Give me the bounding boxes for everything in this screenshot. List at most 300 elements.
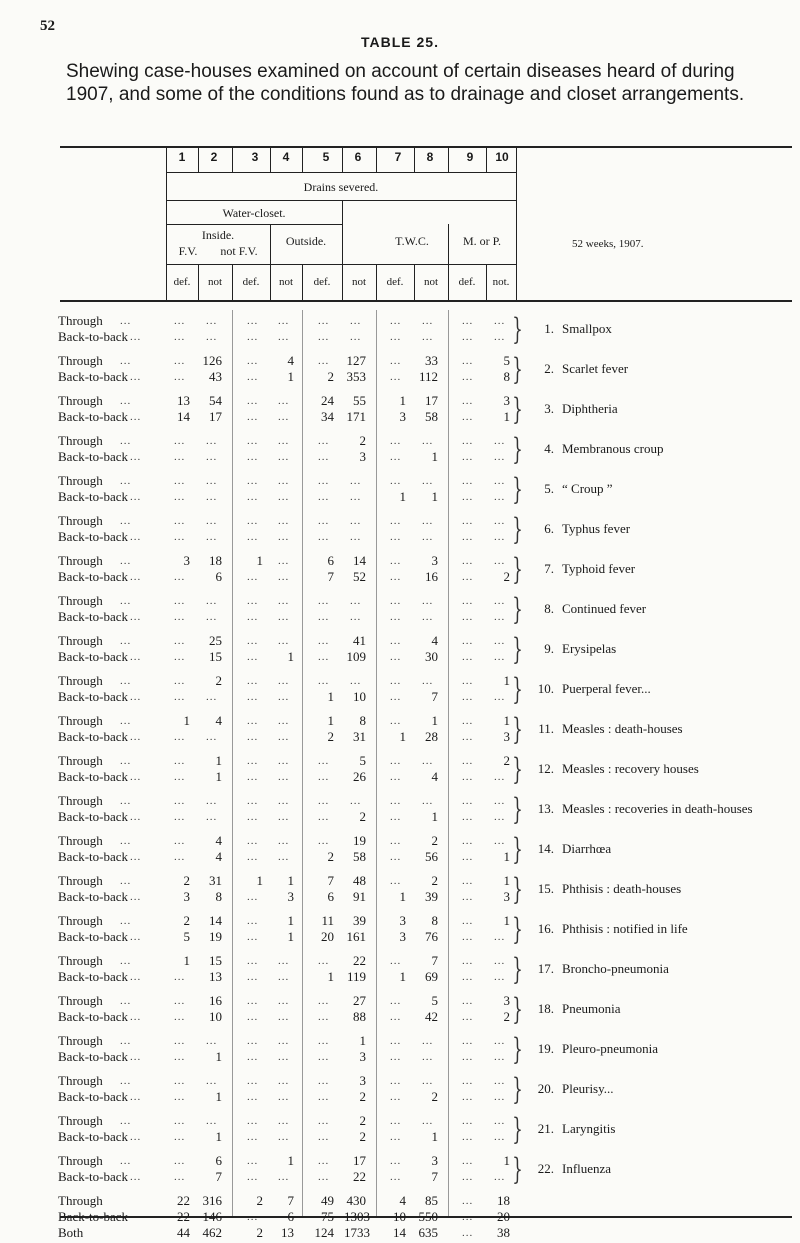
cell-empty-dots: ... — [174, 811, 186, 823]
total-cell-both: 44 — [177, 1225, 190, 1240]
label-leader-dots: ... — [120, 1035, 132, 1047]
cell-empty-dots: ... — [206, 475, 218, 487]
cell-back-to-back: 26 — [353, 769, 366, 784]
row-brace: } — [512, 712, 523, 747]
cell-empty-dots: ... — [390, 835, 402, 847]
disease-name: Diphtheria — [562, 401, 618, 416]
cell-empty-dots: ... — [494, 971, 506, 983]
row-label-back-to-back: Back-to-back — [58, 1049, 129, 1064]
disease-number: 19. — [537, 1041, 554, 1056]
total-cell-through: 316 — [202, 1193, 222, 1208]
cell-empty-dots: ... — [247, 611, 259, 623]
cell-back-to-back: 19 — [209, 929, 222, 944]
row-brace: } — [512, 672, 523, 707]
cell-back-to-back: 1 — [503, 409, 510, 424]
total-cell-back: 10 — [393, 1209, 406, 1224]
cell-empty-dots: ... — [318, 315, 330, 327]
cell-back-to-back: 2 — [503, 1009, 510, 1024]
cell-back-to-back: 4 — [431, 769, 438, 784]
cell-through: 3 — [399, 913, 406, 928]
cell-back-to-back: 353 — [346, 369, 366, 384]
label-leader-dots: ... — [130, 451, 142, 463]
total-cell-both: 124 — [314, 1225, 334, 1240]
cell-empty-dots: ... — [462, 915, 474, 927]
body-col-rule-1 — [302, 310, 303, 1216]
row-brace: } — [512, 832, 523, 867]
column-number-7: 7 — [394, 150, 402, 164]
cell-through: 4 — [287, 353, 294, 368]
wc-rule — [166, 224, 342, 225]
cell-through: 7 — [327, 873, 334, 888]
row-label-through: Through — [58, 1033, 103, 1048]
cell-empty-dots: ... — [494, 811, 506, 823]
cell-empty-dots: ... — [350, 611, 362, 623]
cell-empty-dots: ... — [174, 331, 186, 343]
cell-empty-dots: ... — [422, 435, 434, 447]
cell-back-to-back: 109 — [346, 649, 366, 664]
label-leader-dots: ... — [130, 571, 142, 583]
cell-through: 3 — [503, 393, 510, 408]
cell-empty-dots: ... — [247, 515, 259, 527]
col-rule-top-7 — [414, 146, 415, 172]
cell-empty-dots: ... — [206, 331, 218, 343]
cell-empty-dots: ... — [462, 1051, 474, 1063]
cell-through: 1 — [287, 913, 294, 928]
cell-empty-dots: ... — [318, 651, 330, 663]
disease-number: 20. — [537, 1081, 554, 1096]
cell-empty-dots: ... — [462, 331, 474, 343]
cell-empty-dots: ... — [247, 811, 259, 823]
cell-empty-dots: ... — [278, 411, 290, 423]
cell-back-to-back: 1 — [287, 649, 294, 664]
label-leader-dots: ... — [130, 811, 142, 823]
cell-empty-dots: ... — [422, 331, 434, 343]
cell-empty-dots: ... — [462, 1011, 474, 1023]
cell-empty-dots: ... — [318, 835, 330, 847]
row-label-back-to-back: Back-to-back — [58, 1009, 129, 1024]
cell-empty-dots: ... — [278, 435, 290, 447]
label-leader-dots: ... — [130, 1051, 142, 1063]
cell-empty-dots: ... — [247, 955, 259, 967]
cell-empty-dots: ... — [390, 611, 402, 623]
row-label-through: Through — [58, 313, 103, 328]
disease-name: Membranous croup — [562, 441, 664, 456]
cell-empty-dots: ... — [494, 651, 506, 663]
cell-empty-dots: ... — [247, 835, 259, 847]
not-fv-header: not F.V. — [220, 244, 258, 258]
cell-empty-dots: ... — [278, 1051, 290, 1063]
total-cell-back: 146 — [202, 1209, 222, 1224]
sub-rule — [166, 264, 516, 265]
cell-empty-dots: ... — [247, 891, 259, 903]
cell-empty-dots: ... — [462, 891, 474, 903]
cell-back-to-back: 88 — [353, 1009, 366, 1024]
row-label-through: Through — [58, 593, 103, 608]
disease-number: 4. — [544, 441, 554, 456]
cell-empty-dots: ... — [390, 355, 402, 367]
cell-empty-dots: ... — [390, 435, 402, 447]
total-cell-through: 49 — [321, 1193, 334, 1208]
row-label-through: Through — [58, 1153, 103, 1168]
cell-back-to-back: 3 — [399, 409, 406, 424]
cell-empty-dots: ... — [278, 731, 290, 743]
label-leader-dots: ... — [120, 835, 132, 847]
cell-empty-dots: ... — [174, 675, 186, 687]
cell-through: 27 — [353, 993, 366, 1008]
cell-empty-dots: ... — [494, 955, 506, 967]
disease-number: 21. — [537, 1121, 554, 1136]
cell-empty-dots: ... — [247, 1075, 259, 1087]
cell-empty-dots: ... — [462, 851, 474, 863]
cell-empty-dots: ... — [318, 1035, 330, 1047]
cell-empty-dots: ... — [318, 955, 330, 967]
cell-empty-dots: ... — [462, 875, 474, 887]
cell-back-to-back: 10 — [209, 1009, 222, 1024]
cell-empty-dots: ... — [462, 1075, 474, 1087]
cell-empty-dots: ... — [494, 931, 506, 943]
cell-empty-dots: ... — [247, 651, 259, 663]
cell-empty-dots: ... — [278, 1075, 290, 1087]
cell-empty-dots: ... — [350, 531, 362, 543]
row-brace: } — [512, 1112, 523, 1147]
cell-empty-dots: ... — [247, 851, 259, 863]
cell-back-to-back: 30 — [425, 649, 438, 664]
label-leader-dots: ... — [130, 1011, 142, 1023]
cell-through: 48 — [353, 873, 366, 888]
column-number-6: 6 — [354, 150, 362, 164]
cell-empty-dots: ... — [318, 1091, 330, 1103]
row-brace: } — [512, 432, 523, 467]
cell-through: 19 — [353, 833, 366, 848]
cell-empty-dots: ... — [318, 531, 330, 543]
row-label-through: Through — [58, 433, 103, 448]
cell-through: 1 — [503, 1153, 510, 1168]
body-col-rule-0 — [232, 310, 233, 1216]
cell-empty-dots: ... — [462, 475, 474, 487]
col-rule-top-6 — [376, 146, 377, 172]
cell-empty-dots: ... — [422, 595, 434, 607]
disease-number: 7. — [544, 561, 554, 576]
cell-empty-dots: ... — [462, 531, 474, 543]
cell-empty-dots: ... — [247, 691, 259, 703]
cell-back-to-back: 1 — [287, 369, 294, 384]
cell-empty-dots: ... — [318, 1075, 330, 1087]
cell-empty-dots: ... — [247, 331, 259, 343]
inside-header: Inside. — [201, 228, 235, 242]
cell-empty-dots: ... — [390, 571, 402, 583]
cell-back-to-back: 22 — [353, 1169, 366, 1184]
cell-through: 1 — [503, 873, 510, 888]
cell-back-to-back: 3 — [399, 929, 406, 944]
total-cell-through: 85 — [425, 1193, 438, 1208]
cell-empty-dots: ... — [174, 971, 186, 983]
cell-empty-dots: ... — [318, 451, 330, 463]
body-col-rule-2 — [376, 310, 377, 1216]
cell-through: 5 — [359, 753, 366, 768]
total-cell-through: 430 — [346, 1193, 366, 1208]
cell-empty-dots: ... — [390, 315, 402, 327]
cell-empty-dots: ... — [462, 411, 474, 423]
disease-number: 11. — [538, 721, 554, 736]
cell-empty-dots: ... — [278, 555, 290, 567]
cell-empty-dots: ... — [247, 675, 259, 687]
cell-empty-dots: ... — [206, 691, 218, 703]
cell-through: 1 — [359, 1033, 366, 1048]
cell-back-to-back: 119 — [346, 969, 366, 984]
outside-header: Outside. — [285, 234, 327, 248]
disease-name: Diarrhœa — [562, 841, 612, 856]
row-label-back-to-back: Back-to-back — [58, 929, 129, 944]
cell-through: 3 — [183, 553, 190, 568]
cell-back-to-back: 39 — [425, 889, 438, 904]
cell-empty-dots: ... — [390, 1155, 402, 1167]
cell-empty-dots: ... — [462, 715, 474, 727]
total-cell-through: 18 — [497, 1193, 510, 1208]
table-title: TABLE 25. — [361, 34, 439, 50]
row-brace: } — [512, 592, 523, 627]
cell-empty-dots: ... — [318, 771, 330, 783]
cell-empty-dots: ... — [390, 851, 402, 863]
cell-empty-dots: ... — [174, 1131, 186, 1143]
label-leader-dots: ... — [120, 555, 132, 567]
cell-empty-dots: ... — [206, 1035, 218, 1047]
cell-through: 16 — [209, 993, 222, 1008]
cell-empty-dots: ... — [247, 1131, 259, 1143]
cell-through: 6 — [327, 553, 334, 568]
cell-empty-dots: ... — [206, 731, 218, 743]
row-brace: } — [512, 992, 523, 1027]
row-label-back-to-back: Back-to-back — [58, 969, 129, 984]
cell-through: 1 — [287, 873, 294, 888]
cell-through: 4 — [215, 713, 222, 728]
cell-empty-dots: ... — [247, 715, 259, 727]
cell-empty-dots: ... — [278, 755, 290, 767]
row-label-back-to-back: Back-to-back — [58, 889, 129, 904]
sub-header-10: not. — [492, 276, 510, 288]
row-label-through: Through — [58, 833, 103, 848]
cell-back-to-back: 2 — [431, 1089, 438, 1104]
disease-name: Influenza — [562, 1161, 612, 1176]
cell-empty-dots: ... — [247, 411, 259, 423]
label-leader-dots: ... — [130, 971, 142, 983]
cell-through: 4 — [215, 833, 222, 848]
row-label-back-to-back: Back-to-back — [58, 849, 129, 864]
cell-through: 3 — [431, 553, 438, 568]
disease-number: 2. — [544, 361, 554, 376]
cell-empty-dots: ... — [390, 1011, 402, 1023]
cell-back-to-back: 161 — [346, 929, 366, 944]
cell-through: 24 — [321, 393, 334, 408]
cell-through: 2 — [359, 1113, 366, 1128]
cell-empty-dots: ... — [206, 795, 218, 807]
cell-empty-dots: ... — [247, 1051, 259, 1063]
cell-empty-dots: ... — [350, 675, 362, 687]
disease-name: Phthisis : notified in life — [562, 921, 688, 936]
cell-empty-dots: ... — [422, 755, 434, 767]
cell-empty-dots: ... — [462, 515, 474, 527]
disease-number: 9. — [544, 641, 554, 656]
cell-through: 2 — [359, 433, 366, 448]
label-leader-dots: ... — [130, 851, 142, 863]
label-leader-dots: ... — [130, 771, 142, 783]
row-label-back-to-back: Back-to-back — [58, 609, 129, 624]
cell-back-to-back: 91 — [353, 889, 366, 904]
weeks-header: 52 weeks, 1907. — [572, 238, 644, 250]
cell-empty-dots: ... — [318, 635, 330, 647]
cell-empty-dots: ... — [422, 475, 434, 487]
cell-empty-dots: ... — [318, 491, 330, 503]
disease-name: Broncho-pneumonia — [562, 961, 669, 976]
cell-empty-dots: ... — [278, 635, 290, 647]
cell-back-to-back: 1 — [503, 849, 510, 864]
cell-empty-dots: ... — [462, 771, 474, 783]
cell-empty-dots: ... — [462, 811, 474, 823]
cell-empty-dots: ... — [247, 531, 259, 543]
cell-through: 31 — [209, 873, 222, 888]
label-leader-dots: ... — [120, 595, 132, 607]
cell-through: 4 — [431, 633, 438, 648]
cell-back-to-back: 3 — [359, 449, 366, 464]
total-cell-back: 75 — [321, 1209, 334, 1224]
cell-through: 1 — [503, 913, 510, 928]
header-bottom-rule — [60, 300, 792, 302]
cell-through: 55 — [353, 393, 366, 408]
cell-empty-dots: ... — [494, 835, 506, 847]
cell-back-to-back: 1 — [431, 449, 438, 464]
disease-name: Continued fever — [562, 601, 647, 616]
row-label-through: Through — [58, 753, 103, 768]
disease-number: 12. — [537, 761, 554, 776]
table-caption: Shewing case-houses examined on account of certain diseases heard of during 1907, and some of the conditions found as to drainage and closet arrangements. — [66, 61, 745, 105]
disease-name: Typhoid fever — [562, 561, 636, 576]
cell-empty-dots: ... — [422, 515, 434, 527]
row-label-back-to-back: Back-to-back — [58, 329, 129, 344]
sub-header-2: not — [207, 276, 223, 288]
cell-empty-dots: ... — [247, 755, 259, 767]
cell-back-to-back: 6 — [215, 569, 222, 584]
cell-back-to-back: 31 — [353, 729, 366, 744]
cell-empty-dots: ... — [278, 691, 290, 703]
cell-empty-dots: ... — [318, 595, 330, 607]
sub-header-3: def. — [242, 276, 260, 288]
cell-empty-dots: ... — [462, 795, 474, 807]
cell-empty-dots: ... — [278, 715, 290, 727]
cell-empty-dots: ... — [206, 451, 218, 463]
total-cell-both: 13 — [281, 1225, 294, 1240]
cell-empty-dots: ... — [462, 675, 474, 687]
label-leader-dots: ... — [120, 515, 132, 527]
cell-empty-dots: ... — [318, 435, 330, 447]
cell-empty-dots: ... — [174, 1051, 186, 1063]
label-leader-dots: ... — [120, 915, 132, 927]
total-label-back: Back-to-back — [58, 1209, 129, 1224]
cell-empty-dots: ... — [494, 1035, 506, 1047]
label-leader-dots: ... — [130, 1091, 142, 1103]
cell-empty-dots: ... — [247, 1091, 259, 1103]
cell-empty-dots: ... — [494, 555, 506, 567]
disease-number: 14. — [537, 841, 554, 856]
total-cell-both: 38 — [497, 1225, 510, 1240]
cell-empty-dots: ... — [174, 851, 186, 863]
cell-empty-dots: ... — [278, 675, 290, 687]
row-label-through: Through — [58, 513, 103, 528]
cell-back-to-back: 20 — [321, 929, 334, 944]
disease-number: 13. — [537, 801, 554, 816]
cell-empty-dots: ... — [278, 395, 290, 407]
cell-empty-dots: ... — [462, 971, 474, 983]
row-brace: } — [512, 552, 523, 587]
label-leader-dots: ... — [120, 755, 132, 767]
label-leader-dots: ... — [120, 635, 132, 647]
row-brace: } — [512, 752, 523, 787]
total-cell-both: 14 — [393, 1225, 406, 1240]
disease-number: 6. — [544, 521, 554, 536]
cell-back-to-back: 10 — [353, 689, 366, 704]
cell-empty-dots: ... — [318, 1051, 330, 1063]
cell-back-to-back: 3 — [359, 1049, 366, 1064]
cell-empty-dots: ... — [390, 955, 402, 967]
cell-empty-dots: ... — [462, 835, 474, 847]
row-label-back-to-back: Back-to-back — [58, 1169, 129, 1184]
cell-through: 2 — [183, 913, 190, 928]
cell-back-to-back: 4 — [215, 849, 222, 864]
column-number-8: 8 — [426, 150, 434, 164]
cell-empty-dots: ... — [174, 1091, 186, 1103]
row-label-through: Through — [58, 873, 103, 888]
cell-through: 5 — [503, 353, 510, 368]
cell-through: 17 — [425, 393, 438, 408]
cell-back-to-back: 2 — [327, 849, 334, 864]
disease-name: Scarlet fever — [562, 361, 629, 376]
m-or-p-header: M. or P. — [462, 234, 501, 248]
cell-empty-dots: ... — [390, 795, 402, 807]
cell-empty-dots: ... — [318, 995, 330, 1007]
cell-empty-dots: ... — [278, 451, 290, 463]
cell-empty-dots: ... — [390, 1075, 402, 1087]
cell-empty-dots: ... — [390, 1171, 402, 1183]
cell-back-to-back: 13 — [209, 969, 222, 984]
cell-empty-dots: ... — [247, 915, 259, 927]
cell-empty-dots: ... — [278, 1131, 290, 1143]
total-cell-through: 22 — [177, 1193, 190, 1208]
label-leader-dots: ... — [130, 491, 142, 503]
cell-empty-dots: ... — [278, 611, 290, 623]
row-label-back-to-back: Back-to-back — [58, 449, 129, 464]
cell-back-to-back: 34 — [321, 409, 334, 424]
cell-back-to-back: 1 — [327, 689, 334, 704]
cell-back-to-back: 171 — [346, 409, 366, 424]
row-brace: } — [512, 912, 523, 947]
cell-back-to-back: 56 — [425, 849, 438, 864]
cell-empty-dots: ... — [174, 355, 186, 367]
cell-through: 14 — [209, 913, 222, 928]
cell-through: 14 — [353, 553, 366, 568]
cell-empty-dots: ... — [390, 635, 402, 647]
label-leader-dots: ... — [120, 795, 132, 807]
cell-back-to-back: 76 — [425, 929, 438, 944]
cell-empty-dots: ... — [494, 315, 506, 327]
disease-number: 22. — [537, 1161, 554, 1176]
row-label-back-to-back: Back-to-back — [58, 769, 129, 784]
column-number-1: 1 — [178, 150, 186, 164]
column-number-5: 5 — [322, 150, 330, 164]
row-brace: } — [512, 392, 523, 427]
cell-empty-dots: ... — [247, 771, 259, 783]
cell-empty-dots: ... — [462, 1115, 474, 1127]
cell-empty-dots: ... — [494, 1051, 506, 1063]
cell-through: 7 — [431, 953, 438, 968]
disease-number: 8. — [544, 601, 554, 616]
